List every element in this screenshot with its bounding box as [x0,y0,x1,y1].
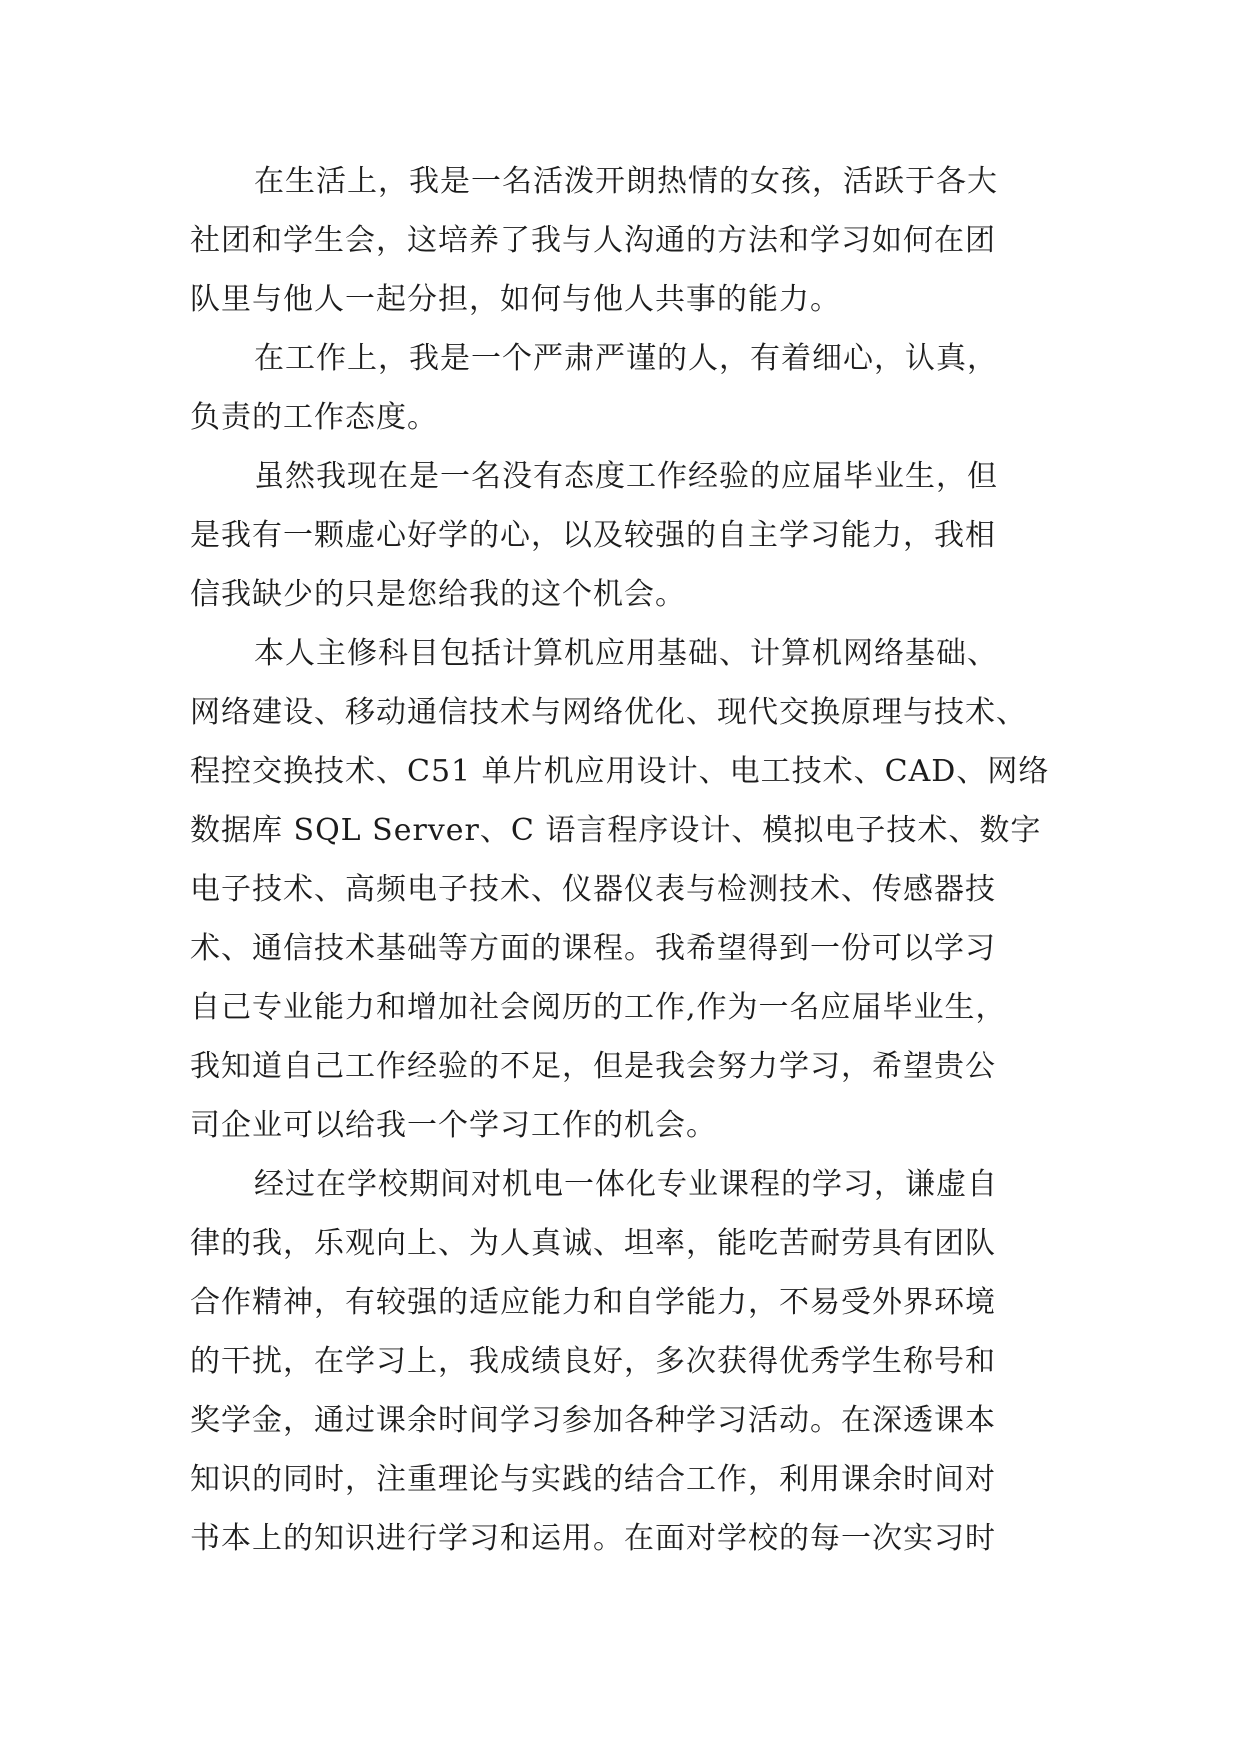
text-line: 数据库 SQL Server、C 语言程序设计、模拟电子技术、数字 [190,813,1042,848]
text-line: 奖学金，通过课余时间学习参加各种学习活动。在深透课本 [190,1403,996,1438]
text-line: 电子技术、高频电子技术、仪器仪表与检测技术、传感器技 [190,872,996,907]
text-line: 负责的工作态度。 [190,400,438,435]
text-line: 我知道自己工作经验的不足，但是我会努力学习，希望贵公 [190,1049,996,1084]
text-line: 术、通信技术基础等方面的课程。我希望得到一份可以学习 [190,931,996,966]
text-line: 是我有一颗虚心好学的心，以及较强的自主学习能力，我相 [190,518,996,553]
text-line: 社团和学生会，这培养了我与人沟通的方法和学习如何在团 [190,223,996,258]
text-line: 司企业可以给我一个学习工作的机会。 [190,1108,717,1143]
text-line: 本人主修科目包括计算机应用基础、计算机网络基础、 [254,636,998,671]
text-line: 虽然我现在是一名没有态度工作经验的应届毕业生，但 [254,459,998,494]
text-line: 在生活上，我是一名活泼开朗热情的女孩，活跃于各大 [254,164,998,199]
text-line: 合作精神，有较强的适应能力和自学能力，不易受外界环境 [190,1285,996,1320]
body-text [190,152,1060,1568]
text-line: 的干扰，在学习上，我成绩良好，多次获得优秀学生称号和 [190,1344,996,1379]
text-line: 自己专业能力和增加社会阅历的工作,作为一名应届毕业生， [190,990,1007,1025]
text-line: 知识的同时，注重理论与实践的结合工作，利用课余时间对 [190,1462,996,1497]
text-line: 律的我，乐观向上、为人真诚、坦率，能吃苦耐劳具有团队 [190,1226,996,1261]
text-line: 网络建设、移动通信技术与网络优化、现代交换原理与技术、 [190,695,1027,730]
text-line: 程控交换技术、C51 单片机应用设计、电工技术、CAD、网络 [190,754,1050,789]
text-line: 在工作上，我是一个严肃严谨的人，有着细心，认真， [254,341,998,376]
text-line: 书本上的知识进行学习和运用。在面对学校的每一次实习时 [190,1521,996,1556]
text-line: 经过在学校期间对机电一体化专业课程的学习，谦虚自 [254,1167,998,1202]
text-line: 队里与他人一起分担，如何与他人共事的能力。 [190,282,841,317]
text-line: 信我缺少的只是您给我的这个机会。 [190,577,686,612]
